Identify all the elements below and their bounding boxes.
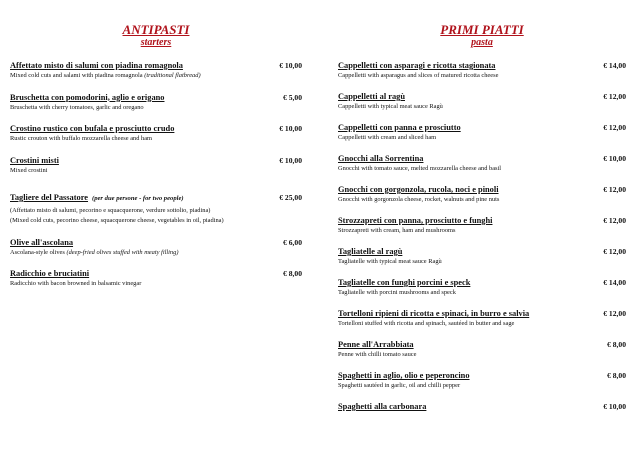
menu-item xyxy=(338,278,626,297)
item-name: Tagliere del Passatore xyxy=(10,193,89,202)
item-description-english: (Mixed cold cuts, pecorino cheese, squacquerone cheese, vegetables in oil, piadina) xyxy=(10,217,224,224)
item-price: € 8,00 xyxy=(283,269,302,278)
item-name: Olive all'ascolana xyxy=(10,237,74,247)
item-price: € 10,00 xyxy=(603,154,626,163)
menu-item xyxy=(338,92,626,111)
menu-item xyxy=(10,238,302,257)
item-description: Spaghetti sautéed in garlic, oil and chilli pepper xyxy=(338,382,461,389)
item-name: Cappelletti con panna e prosciutto xyxy=(338,123,461,132)
item-price: € 10,00 xyxy=(279,61,302,70)
item-price: € 12,00 xyxy=(603,216,626,225)
item-price: € 14,00 xyxy=(603,61,626,70)
primi-column xyxy=(338,22,626,423)
item-name: Tagliatelle con funghi porcini e speck xyxy=(338,278,471,287)
item-name: Crostini misti xyxy=(10,155,59,165)
item-description: Tortelloni stuffed with ricotta and spinach, sautéed in butter and sage xyxy=(338,320,515,327)
menu-item xyxy=(338,61,626,80)
item-price: € 14,00 xyxy=(603,278,626,287)
item-price: € 5,00 xyxy=(283,92,302,102)
section-subtitle: starters xyxy=(140,37,172,48)
item-description: Radicchio with bacon browned in balsamic vinegar xyxy=(10,280,142,287)
item-description: Gnocchi with gorgonzola cheese, rocket, walnuts and pine nuts xyxy=(338,196,500,203)
item-price: € 12,00 xyxy=(603,309,626,318)
menu-item xyxy=(338,309,626,328)
item-price: € 12,00 xyxy=(603,185,626,194)
item-name: Tortelloni ripieni di ricotta e spinaci, in burro e salvia xyxy=(338,309,530,318)
menu-item xyxy=(338,371,626,390)
item-description: Mixed cold cuts and salami with piadina romagnola (traditional flatbread) xyxy=(10,72,201,79)
item-price: € 12,00 xyxy=(603,247,626,256)
item-name: Gnocchi con gorgonzola, rucola, noci e pinoli xyxy=(338,185,499,194)
item-name: Cappelletti con asparagi e ricotta stagionata xyxy=(338,61,496,70)
item-name: Bruschetta con pomodorini, aglio e origano xyxy=(10,92,165,102)
menu-item xyxy=(338,216,626,235)
section-subtitle: pasta xyxy=(471,37,493,48)
item-name: Penne all'Arrabbiata xyxy=(338,340,414,349)
item-price: € 10,00 xyxy=(603,402,626,411)
menu-item xyxy=(10,124,302,143)
menu-item xyxy=(10,269,302,288)
item-description: Cappelletti with typical meat sauce Ragù xyxy=(338,103,443,110)
item-name: Radicchio e bruciatini xyxy=(10,269,90,278)
menu-item xyxy=(10,156,302,175)
item-price: € 10,00 xyxy=(279,155,302,165)
item-price: € 6,00 xyxy=(283,237,302,247)
item-price: € 12,00 xyxy=(603,92,626,101)
item-description: Cappelletti with asparagus and slices of matured ricotta cheese xyxy=(338,72,499,79)
menu-item xyxy=(10,61,302,80)
item-description: Strozzapreti with cream, ham and mushrooms xyxy=(338,227,456,234)
menu-item xyxy=(10,187,302,225)
primi-header xyxy=(338,22,626,49)
item-description: Rustic crouton with buffalo mozzarella cheese and ham xyxy=(10,135,153,142)
item-description: Cappelletti with cream and sliced ham xyxy=(338,134,437,141)
item-name: Cappelletti al ragù xyxy=(338,92,405,101)
item-name: Spaghetti alla carbonara xyxy=(338,402,427,411)
item-name: Crostino rustico con bufala e prosciutto crudo xyxy=(10,124,175,133)
menu-item xyxy=(338,402,626,411)
item-price: € 25,00 xyxy=(279,193,302,202)
section-title: ANTIPASTI xyxy=(122,22,190,37)
antipasti-header xyxy=(10,22,302,49)
item-description: (Affettato misto di salumi, pecorino e squacquerone, verdure sottolio, piadina) xyxy=(10,207,211,214)
item-description: Gnocchi with tomato sauce, melted mozzarella cheese and basil xyxy=(338,165,502,172)
item-description: Tagliatelle with porcini mushrooms and speck xyxy=(338,289,456,296)
item-price: € 8,00 xyxy=(607,340,626,349)
item-name: Gnocchi alla Sorrentina xyxy=(338,154,424,163)
menu-item xyxy=(338,123,626,142)
item-description: Bruschetta with cherry tomatoes, garlic and oregano xyxy=(10,103,144,111)
item-price: € 8,00 xyxy=(607,371,626,380)
menu-item xyxy=(338,340,626,359)
item-name: Tagliatelle al ragù xyxy=(338,247,403,256)
section-title: PRIMI PIATTI xyxy=(440,22,524,37)
item-name: Affettato misto di salumi con piadina romagnola xyxy=(10,61,183,70)
antipasti-column xyxy=(10,22,302,301)
menu-item xyxy=(338,247,626,266)
item-description: Mixed crostini xyxy=(10,166,48,174)
menu-item xyxy=(338,185,626,204)
item-price: € 12,00 xyxy=(603,123,626,132)
item-description: Penne with chilli tomato sauce xyxy=(338,351,417,358)
item-price: € 10,00 xyxy=(279,124,302,133)
menu-item xyxy=(338,154,626,173)
item-name: Spaghetti in aglio, olio e peperoncino xyxy=(338,371,470,380)
item-note: (per due persone - for two people) xyxy=(92,195,184,202)
item-name: Strozzapreti con panna, prosciutto e funghi xyxy=(338,216,493,225)
item-description: Ascolana-style olives (deep-fried olives stuffed with meaty filling) xyxy=(10,248,179,256)
menu-item xyxy=(10,93,302,112)
item-description: Tagliatelle with typical meat sauce Ragù xyxy=(338,258,442,265)
